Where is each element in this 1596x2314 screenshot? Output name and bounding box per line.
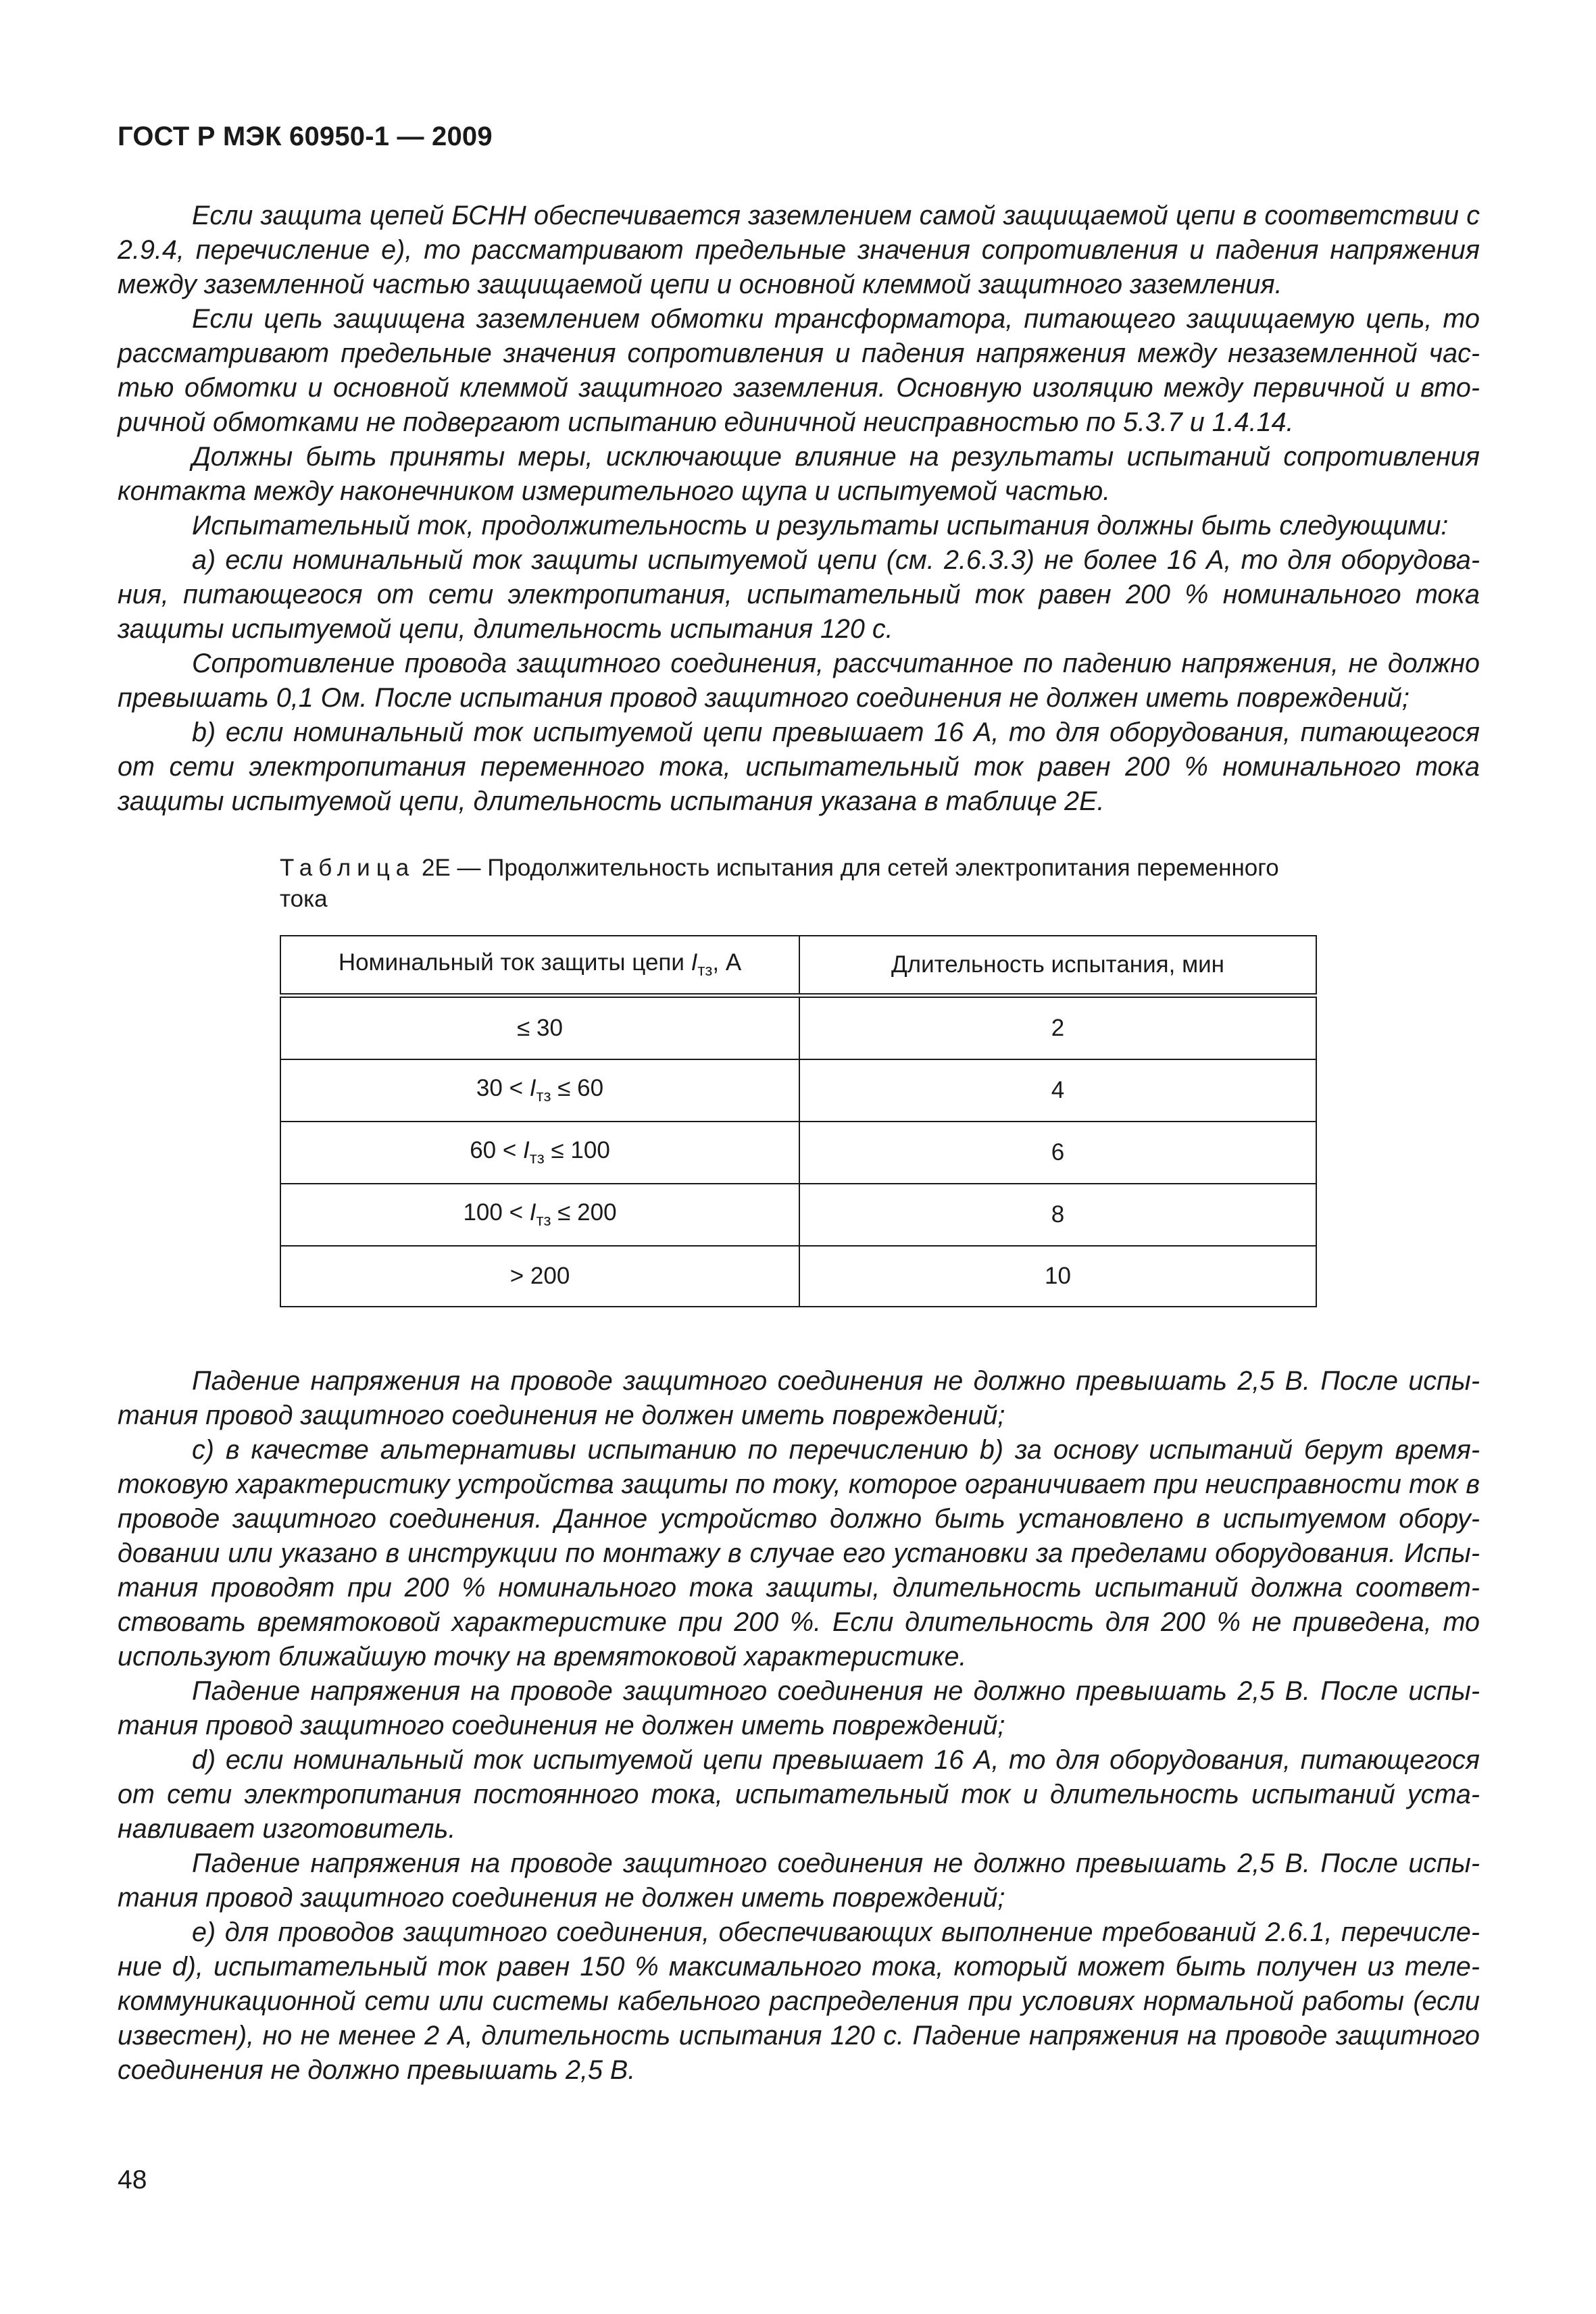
table-row: [280, 1059, 1316, 1122]
table-header-row: [280, 936, 1316, 996]
table-row: [280, 1184, 1316, 1246]
paragraph: Испытательный ток, продолжительность и результаты испытания должны быть следующими:: [192, 511, 1449, 540]
page-number: 48: [118, 2165, 147, 2194]
body-text-bottom: [118, 1364, 1480, 2088]
paragraph: Должны быть приняты меры, исключающие влияние на результаты испытаний сопротивления контакта между наконечником измерительного щупа и испытуемой частью.: [118, 442, 1480, 506]
paragraph: с) в качестве альтернативы испытанию по перечислению b) за основу испытаний берут времятоковую характеристику устройства защиты по току, которое ограничивает при неисправности ток в проводе защитного соединения. Данное устройство должно быть установлено в испытуемом оборудовании или указано в инструкции по монтажу в случае его установки за пределами оборудования. Испытания проводят при 200 % номинального тока защиты, длительность испытаний должна соответствовать времятоковой характеристике при 200 %. Если длительность для 200 % не приведена, то используют ближайшую точку на времятоковой характеристике.: [118, 1435, 1480, 1671]
duration-cell: 6: [799, 1122, 1316, 1184]
paragraph: Если защита цепей БСНН обеспечивается заземлением самой защищаемой цепи в соответствии с 2.9.4, перечисление е), то рассматривают предельные значения сопротивления и падения напряжения между заземленной частью защищаемой цепи и основной клеммой защитного заземления.: [118, 201, 1480, 299]
paragraph: е) для проводов защитного соединения, обеспечивающих выполнение требований 2.6.1, перечисление d), испытательный ток равен 150 % максимального тока, который может быть получен из телекоммуникационной сети или системы кабельного распределения при условиях нормальной работы (если известен), но не менее 2 А, длительность испытания 120 с. Падение напряжения на проводе защитного соединения не должно превышать 2,5 В.: [118, 1917, 1480, 2085]
body-text-top: [118, 199, 1480, 819]
current-range-cell: $100 < I_{тз} \le 200$: [280, 1184, 799, 1246]
paragraph: d) если номинальный ток испытуемой цепи превышает 16 А, то для оборудования, питающегося от сети электропитания постоянного тока, испытательный ток и длительность испытаний устанавливает изготовитель.: [118, 1745, 1480, 1844]
test-duration-table: [280, 935, 1317, 1307]
paragraph: Сопротивление провода защитного соединения, рассчитанное по падению напряжения, не должно превышать 0,1 Ом. После испытания провод защитного соединения не должен иметь повреждений;: [118, 649, 1480, 713]
header-test-duration: Длительность испытания, мин: [799, 936, 1316, 996]
current-range-cell: $60 < I_{тз} \le 100$: [280, 1122, 799, 1184]
table-caption-text: 2Е — Продолжительность испытания для сетей электропитания переменного тока: [280, 855, 1279, 912]
table-row: [280, 1122, 1316, 1184]
table-row: [280, 1246, 1316, 1307]
paragraph: а) если номинальный ток защиты испытуемой цепи (см. 2.6.3.3) не более 16 А, то для оборудования, питающегося от сети электропитания, испытательный ток равен 200 % номинального тока защиты испытуемой цепи, длительность испытания 120 с.: [118, 545, 1480, 644]
paragraph: Падение напряжения на проводе защитного соединения не должно превышать 2,5 В. После испытания провод защитного соединения не должен иметь повреждений;: [118, 1366, 1480, 1430]
paragraph: Падение напряжения на проводе защитного соединения не должно превышать 2,5 В. После испытания провод защитного соединения не должен иметь повреждений;: [118, 1848, 1480, 1913]
duration-cell: 4: [799, 1059, 1316, 1122]
header-rated-current: Номинальный ток защиты цепи $I_{тз}$, А: [280, 936, 799, 996]
current-range-cell: ≤ 30: [280, 996, 799, 1060]
table-caption-label: Таблица: [280, 855, 416, 881]
current-range-cell: > 200: [280, 1246, 799, 1307]
paragraph: b) если номинальный ток испытуемой цепи превышает 16 А, то для оборудования, питающегося от сети электропитания переменного тока, испытательный ток равен 200 % номинального тока защиты испытуемой цепи, длительность испытания указана в таблице 2Е.: [118, 718, 1480, 816]
paragraph: Падение напряжения на проводе защитного соединения не должно превышать 2,5 В. После испытания провод защитного соединения не должен иметь повреждений;: [118, 1676, 1480, 1740]
paragraph: Если цепь защищена заземлением обмотки трансформатора, питающего защищаемую цепь, то рассматривают предельные значения сопротивления и падения напряжения между незаземленной частью обмотки и основной клеммой защитного заземления. Основную изоляцию между первичной и вторичной обмотками не подвергают испытанию единичной неисправностью по 5.3.7 и 1.4.14.: [118, 304, 1480, 437]
document-header: ГОСТ Р МЭК 60950-1 — 2009: [118, 122, 493, 151]
duration-cell: 8: [799, 1184, 1316, 1246]
table-caption: [280, 853, 1320, 915]
current-range-cell: $30 < I_{тз} \le 60$: [280, 1059, 799, 1122]
table-row: [280, 996, 1316, 1060]
duration-cell: 2: [799, 996, 1316, 1060]
duration-cell: 10: [799, 1246, 1316, 1307]
